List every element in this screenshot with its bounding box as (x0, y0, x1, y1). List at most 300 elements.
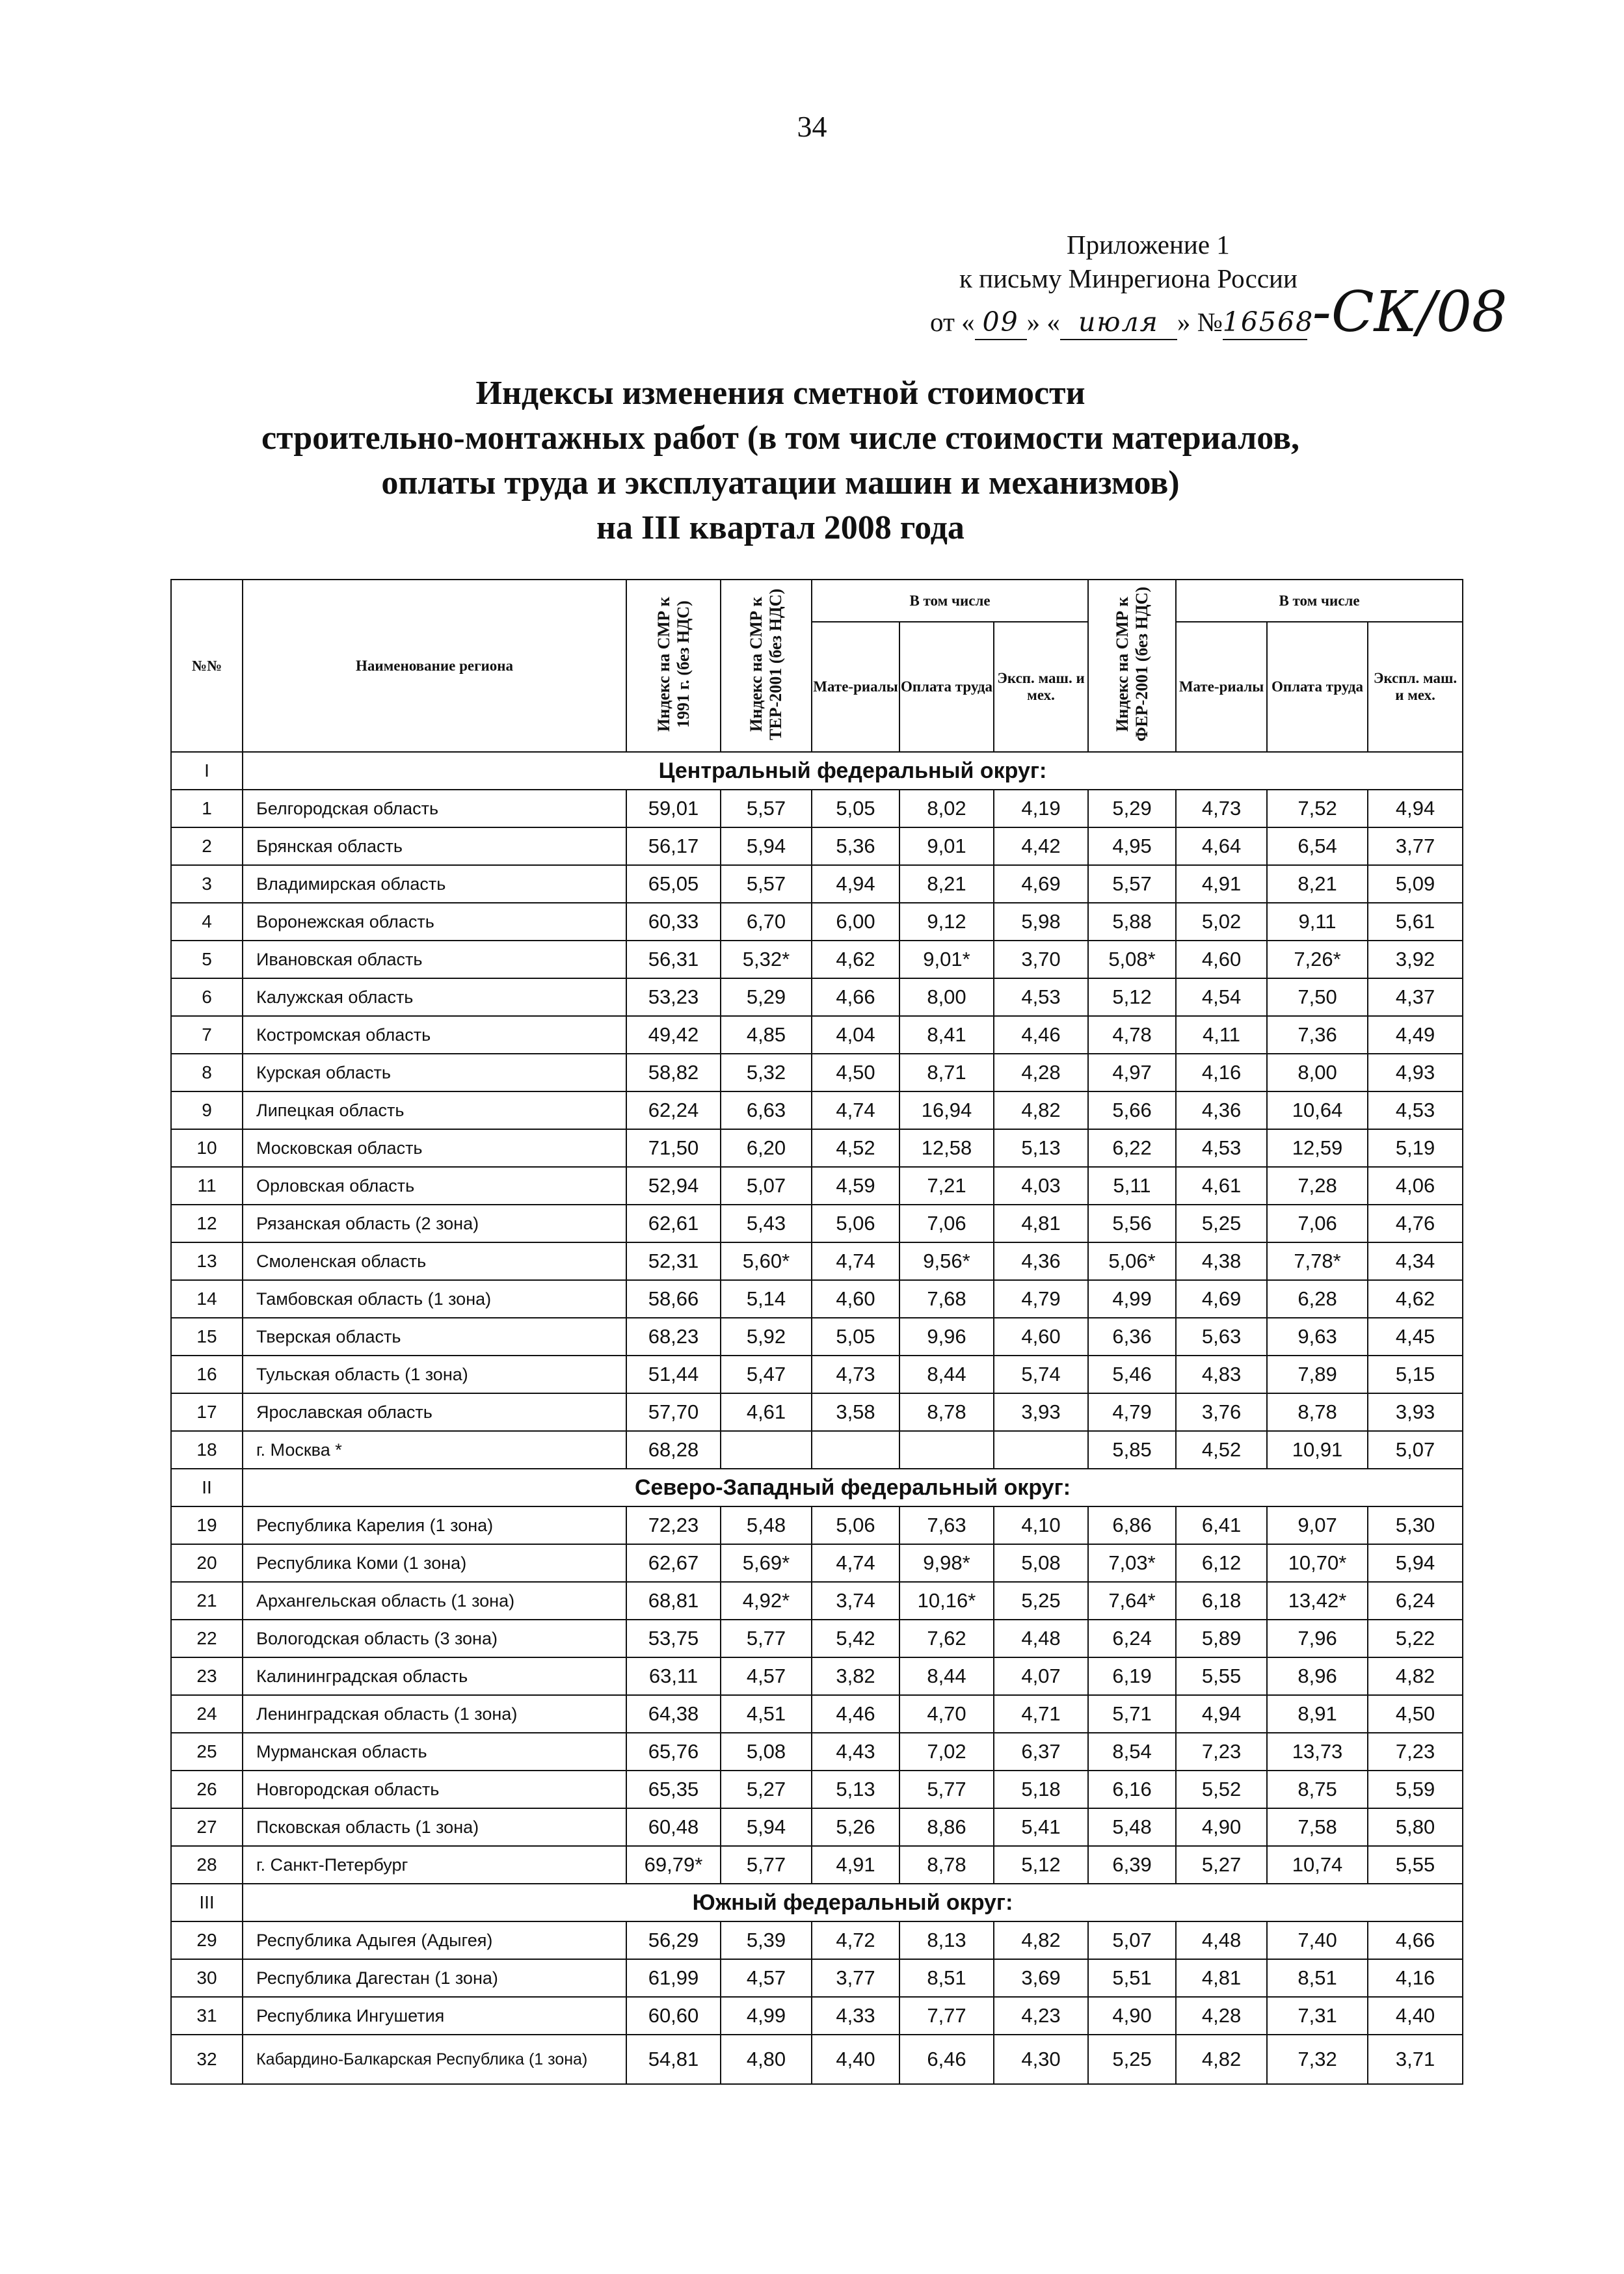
value-cell: 72,23 (626, 1506, 721, 1544)
value-cell: 56,17 (626, 827, 721, 865)
value-cell: 4,97 (1088, 1054, 1176, 1091)
index-table (170, 579, 1463, 2085)
value-cell: 4,94 (1176, 1695, 1267, 1733)
value-cell: 5,94 (721, 827, 812, 865)
value-cell: 4,74 (812, 1242, 899, 1280)
table-row (171, 1167, 1463, 1205)
header-including-2: В том числе (1176, 580, 1463, 622)
value-cell: 4,51 (721, 1695, 812, 1733)
value-cell: 4,74 (812, 1091, 899, 1129)
value-cell: 10,91 (1267, 1431, 1368, 1469)
table-row (171, 1356, 1463, 1393)
region-name: Ивановская область (243, 941, 626, 978)
value-cell: 5,27 (1176, 1846, 1267, 1884)
value-cell: 52,94 (626, 1167, 721, 1205)
value-cell: 7,28 (1267, 1167, 1368, 1205)
region-name: Вологодская область (3 зона) (243, 1620, 626, 1657)
row-number: 13 (171, 1242, 243, 1280)
table-row (171, 1620, 1463, 1657)
district-title: Южный федеральный округ: (243, 1884, 1463, 1921)
value-cell: 4,50 (1368, 1695, 1463, 1733)
appendix-line-3 (780, 280, 1508, 345)
row-number: 4 (171, 903, 243, 941)
region-name: Республика Карелия (1 зона) (243, 1506, 626, 1544)
value-cell: 6,12 (1176, 1544, 1267, 1582)
region-name: Кабардино-Балкарская Республика (1 зона) (243, 2035, 626, 2084)
value-cell: 7,32 (1267, 2035, 1368, 2084)
handwritten-suffix: -СК/08 (1312, 280, 1508, 345)
district-row (171, 1469, 1463, 1506)
value-cell: 61,99 (626, 1959, 721, 1997)
value-cell: 5,57 (721, 865, 812, 903)
value-cell: 5,13 (812, 1771, 899, 1808)
value-cell: 8,44 (899, 1657, 994, 1695)
value-cell: 5,09 (1368, 865, 1463, 903)
region-name: Республика Коми (1 зона) (243, 1544, 626, 1582)
value-cell: 4,60 (812, 1280, 899, 1318)
value-cell: 5,42 (812, 1620, 899, 1657)
value-cell: 6,86 (1088, 1506, 1176, 1544)
value-cell: 7,62 (899, 1620, 994, 1657)
region-name: Липецкая область (243, 1091, 626, 1129)
value-cell (721, 1431, 812, 1469)
value-cell: 5,08* (1088, 941, 1176, 978)
value-cell: 3,82 (812, 1657, 899, 1695)
value-cell: 6,19 (1088, 1657, 1176, 1695)
row-number: 2 (171, 827, 243, 865)
value-cell: 59,01 (626, 790, 721, 827)
row-number: 3 (171, 865, 243, 903)
value-cell: 8,54 (1088, 1733, 1176, 1771)
value-cell: 4,79 (1088, 1393, 1176, 1431)
header-index-fer (1088, 580, 1176, 752)
value-cell: 7,52 (1267, 790, 1368, 827)
row-number: 27 (171, 1808, 243, 1846)
value-cell: 4,49 (1368, 1016, 1463, 1054)
value-cell: 5,27 (721, 1771, 812, 1808)
value-cell: 5,98 (994, 903, 1088, 941)
row-number: 32 (171, 2035, 243, 2084)
value-cell: 4,42 (994, 827, 1088, 865)
value-cell: 4,93 (1368, 1054, 1463, 1091)
value-cell: 3,74 (812, 1582, 899, 1620)
value-cell: 6,24 (1088, 1620, 1176, 1657)
value-cell: 16,94 (899, 1091, 994, 1129)
value-cell: 5,02 (1176, 903, 1267, 941)
table-row (171, 1393, 1463, 1431)
value-cell: 6,41 (1176, 1506, 1267, 1544)
value-cell: 9,12 (899, 903, 994, 941)
value-cell: 5,05 (812, 1318, 899, 1356)
value-cell: 8,75 (1267, 1771, 1368, 1808)
region-name: Курская область (243, 1054, 626, 1091)
value-cell: 60,60 (626, 1997, 721, 2035)
row-number: 18 (171, 1431, 243, 1469)
row-number: 24 (171, 1695, 243, 1733)
value-cell: 4,91 (812, 1846, 899, 1884)
table-row (171, 1846, 1463, 1884)
value-cell: 8,51 (1267, 1959, 1368, 1997)
value-cell: 5,55 (1368, 1846, 1463, 1884)
value-cell: 4,78 (1088, 1016, 1176, 1054)
table-row (171, 903, 1463, 941)
value-cell: 10,64 (1267, 1091, 1368, 1129)
value-cell: 6,18 (1176, 1582, 1267, 1620)
value-cell: 51,44 (626, 1356, 721, 1393)
value-cell: 5,06* (1088, 1242, 1176, 1280)
region-name: Тульская область (1 зона) (243, 1356, 626, 1393)
value-cell: 13,42* (1267, 1582, 1368, 1620)
value-cell: 8,13 (899, 1921, 994, 1959)
value-cell: 4,45 (1368, 1318, 1463, 1356)
row-number: 5 (171, 941, 243, 978)
table-row (171, 1016, 1463, 1054)
value-cell: 4,52 (1176, 1431, 1267, 1469)
value-cell: 4,85 (721, 1016, 812, 1054)
value-cell: 5,11 (1088, 1167, 1176, 1205)
value-cell: 7,21 (899, 1167, 994, 1205)
value-cell: 5,85 (1088, 1431, 1176, 1469)
table-row (171, 1997, 1463, 2035)
value-cell: 58,82 (626, 1054, 721, 1091)
value-cell: 5,18 (994, 1771, 1088, 1808)
value-cell: 68,23 (626, 1318, 721, 1356)
region-name: Тверская область (243, 1318, 626, 1356)
value-cell: 7,68 (899, 1280, 994, 1318)
value-cell: 5,48 (721, 1506, 812, 1544)
value-cell: 9,01* (899, 941, 994, 978)
value-cell: 4,92* (721, 1582, 812, 1620)
value-cell: 57,70 (626, 1393, 721, 1431)
value-cell: 3,92 (1368, 941, 1463, 978)
value-cell: 5,25 (1088, 2035, 1176, 2084)
table-row (171, 827, 1463, 865)
mid-quote: » « (1026, 307, 1060, 337)
value-cell: 5,06 (812, 1205, 899, 1242)
value-cell: 5,07 (721, 1167, 812, 1205)
value-cell: 7,89 (1267, 1356, 1368, 1393)
header-index-fer-text: Индекс на СМР к ФЕР-2001 (без НДС) (1112, 586, 1151, 742)
value-cell: 56,31 (626, 941, 721, 978)
value-cell: 5,07 (1368, 1431, 1463, 1469)
value-cell: 3,93 (994, 1393, 1088, 1431)
value-cell: 8,21 (1267, 865, 1368, 903)
value-cell: 9,56* (899, 1242, 994, 1280)
value-cell: 4,36 (1176, 1091, 1267, 1129)
table-row (171, 1771, 1463, 1808)
table-body (171, 752, 1463, 2084)
value-cell: 5,26 (812, 1808, 899, 1846)
value-cell: 4,48 (994, 1620, 1088, 1657)
value-cell: 3,77 (812, 1959, 899, 1997)
value-cell: 5,36 (812, 827, 899, 865)
value-cell: 7,96 (1267, 1620, 1368, 1657)
value-cell: 6,36 (1088, 1318, 1176, 1356)
value-cell: 4,38 (1176, 1242, 1267, 1280)
row-number: 14 (171, 1280, 243, 1318)
value-cell: 12,59 (1267, 1129, 1368, 1167)
district-number: II (171, 1469, 243, 1506)
value-cell: 65,05 (626, 865, 721, 903)
value-cell: 7,40 (1267, 1921, 1368, 1959)
value-cell: 4,16 (1368, 1959, 1463, 1997)
value-cell: 6,37 (994, 1733, 1088, 1771)
value-cell: 8,96 (1267, 1657, 1368, 1695)
value-cell (994, 1431, 1088, 1469)
value-cell: 4,57 (721, 1959, 812, 1997)
table-row (171, 2035, 1463, 2084)
value-cell: 4,37 (1368, 978, 1463, 1016)
title-line-3: оплаты труда и эксплуатации машин и механизмов) (381, 464, 1180, 502)
value-cell: 4,82 (994, 1921, 1088, 1959)
value-cell: 4,40 (812, 2035, 899, 2084)
value-cell: 10,16* (899, 1582, 994, 1620)
value-cell: 4,53 (1176, 1129, 1267, 1167)
value-cell: 8,00 (899, 978, 994, 1016)
district-row (171, 1884, 1463, 1921)
value-cell: 4,99 (721, 1997, 812, 2035)
value-cell: 5,71 (1088, 1695, 1176, 1733)
value-cell: 4,62 (812, 941, 899, 978)
value-cell: 4,28 (994, 1054, 1088, 1091)
value-cell: 5,05 (812, 790, 899, 827)
value-cell: 4,19 (994, 790, 1088, 827)
value-cell: 63,11 (626, 1657, 721, 1695)
region-name: Смоленская область (243, 1242, 626, 1280)
value-cell: 4,43 (812, 1733, 899, 1771)
district-number: III (171, 1884, 243, 1921)
page-number: 34 (797, 110, 827, 143)
header-index-ter-text: Индекс на СМР к ТЕР-2001 (без НДС) (747, 587, 785, 740)
region-name: Владимирская область (243, 865, 626, 903)
value-cell: 5,46 (1088, 1356, 1176, 1393)
value-cell: 4,60 (1176, 941, 1267, 978)
value-cell (812, 1431, 899, 1469)
header-including-1: В том числе (812, 580, 1088, 622)
row-number: 21 (171, 1582, 243, 1620)
district-title: Центральный федеральный округ: (243, 752, 1463, 790)
value-cell: 5,94 (721, 1808, 812, 1846)
value-cell: 10,74 (1267, 1846, 1368, 1884)
value-cell: 5,29 (1088, 790, 1176, 827)
value-cell: 8,21 (899, 865, 994, 903)
value-cell: 5,60* (721, 1242, 812, 1280)
handwritten-day: 09 (975, 305, 1027, 340)
row-number: 31 (171, 1997, 243, 2035)
value-cell: 4,03 (994, 1167, 1088, 1205)
value-cell: 13,73 (1267, 1733, 1368, 1771)
value-cell: 5,74 (994, 1356, 1088, 1393)
value-cell: 68,81 (626, 1582, 721, 1620)
value-cell: 58,66 (626, 1280, 721, 1318)
value-cell: 69,79* (626, 1846, 721, 1884)
value-cell: 4,66 (1368, 1921, 1463, 1959)
value-cell: 53,23 (626, 978, 721, 1016)
value-cell: 3,76 (1176, 1393, 1267, 1431)
region-name: Воронежская область (243, 903, 626, 941)
value-cell: 5,41 (994, 1808, 1088, 1846)
value-cell: 4,61 (1176, 1167, 1267, 1205)
value-cell: 8,51 (899, 1959, 994, 1997)
value-cell: 7,63 (899, 1506, 994, 1544)
table-row (171, 1921, 1463, 1959)
region-name: Калининградская область (243, 1657, 626, 1695)
value-cell: 4,94 (812, 865, 899, 903)
value-cell: 4,74 (812, 1544, 899, 1582)
table-row (171, 1431, 1463, 1469)
value-cell: 4,82 (1176, 2035, 1267, 2084)
value-cell: 4,80 (721, 2035, 812, 2084)
value-cell: 6,70 (721, 903, 812, 941)
region-name: Орловская область (243, 1167, 626, 1205)
value-cell: 7,31 (1267, 1997, 1368, 2035)
header-labor-2: Оплата труда (1267, 622, 1368, 752)
value-cell: 60,33 (626, 903, 721, 941)
handwritten-number: 16568 (1223, 305, 1307, 340)
value-cell: 5,63 (1176, 1318, 1267, 1356)
value-cell: 7,06 (899, 1205, 994, 1242)
value-cell: 8,78 (899, 1393, 994, 1431)
value-cell: 62,61 (626, 1205, 721, 1242)
value-cell: 5,59 (1368, 1771, 1463, 1808)
appendix-line-1: Приложение 1 (1067, 230, 1230, 260)
region-name: Московская область (243, 1129, 626, 1167)
appendix-line-2: к письму Минрегиона России (959, 263, 1298, 293)
value-cell: 4,76 (1368, 1205, 1463, 1242)
header-materials-1: Мате-риалы (812, 622, 899, 752)
row-number: 17 (171, 1393, 243, 1431)
value-cell: 9,63 (1267, 1318, 1368, 1356)
value-cell: 4,11 (1176, 1016, 1267, 1054)
value-cell: 68,28 (626, 1431, 721, 1469)
table-row (171, 1733, 1463, 1771)
value-cell: 6,28 (1267, 1280, 1368, 1318)
value-cell: 5,25 (1176, 1205, 1267, 1242)
value-cell: 7,78* (1267, 1242, 1368, 1280)
value-cell: 56,29 (626, 1921, 721, 1959)
value-cell: 4,59 (812, 1167, 899, 1205)
header-labor-1: Оплата труда (899, 622, 994, 752)
value-cell: 5,32* (721, 941, 812, 978)
region-name: г. Санкт-Петербург (243, 1846, 626, 1884)
value-cell: 6,63 (721, 1091, 812, 1129)
value-cell: 71,50 (626, 1129, 721, 1167)
region-name: Рязанская область (2 зона) (243, 1205, 626, 1242)
region-name: Ленинградская область (1 зона) (243, 1695, 626, 1733)
value-cell: 8,78 (1267, 1393, 1368, 1431)
table-row (171, 1091, 1463, 1129)
value-cell: 4,72 (812, 1921, 899, 1959)
row-number: 1 (171, 790, 243, 827)
value-cell: 5,08 (994, 1544, 1088, 1582)
value-cell: 5,12 (1088, 978, 1176, 1016)
table-row (171, 1582, 1463, 1620)
value-cell: 4,82 (994, 1091, 1088, 1129)
value-cell: 5,32 (721, 1054, 812, 1091)
value-cell: 62,67 (626, 1544, 721, 1582)
table-row (171, 1129, 1463, 1167)
value-cell: 7,02 (899, 1733, 994, 1771)
value-cell: 4,64 (1176, 827, 1267, 865)
table-row (171, 1959, 1463, 1997)
value-cell: 9,96 (899, 1318, 994, 1356)
header-index-ter (721, 580, 812, 752)
value-cell: 65,76 (626, 1733, 721, 1771)
header-region: Наименование региона (243, 580, 626, 752)
row-number: 19 (171, 1506, 243, 1544)
value-cell: 4,36 (994, 1242, 1088, 1280)
table-row (171, 1808, 1463, 1846)
value-cell: 8,02 (899, 790, 994, 827)
value-cell: 3,71 (1368, 2035, 1463, 2084)
region-name: Тамбовская область (1 зона) (243, 1280, 626, 1318)
value-cell: 4,48 (1176, 1921, 1267, 1959)
header-machines-2: Экспл. маш. и мех. (1368, 622, 1463, 752)
value-cell: 5,15 (1368, 1356, 1463, 1393)
region-name: Брянская область (243, 827, 626, 865)
value-cell: 4,07 (994, 1657, 1088, 1695)
value-cell: 4,30 (994, 2035, 1088, 2084)
value-cell: 6,00 (812, 903, 899, 941)
value-cell: 4,46 (812, 1695, 899, 1733)
value-cell: 49,42 (626, 1016, 721, 1054)
region-name: Мурманская область (243, 1733, 626, 1771)
table-row (171, 978, 1463, 1016)
value-cell: 7,36 (1267, 1016, 1368, 1054)
title-line-2: строительно-монтажных работ (в том числе стоимости материалов, (261, 420, 1300, 457)
value-cell: 5,22 (1368, 1620, 1463, 1657)
value-cell: 5,30 (1368, 1506, 1463, 1544)
value-cell: 4,52 (812, 1129, 899, 1167)
value-cell: 6,54 (1267, 827, 1368, 865)
region-name: Архангельская область (1 зона) (243, 1582, 626, 1620)
header-materials-2: Мате-риалы (1176, 622, 1267, 752)
value-cell: 9,07 (1267, 1506, 1368, 1544)
value-cell: 5,77 (721, 1620, 812, 1657)
district-title: Северо-Западный федеральный округ: (243, 1469, 1463, 1506)
value-cell: 4,61 (721, 1393, 812, 1431)
value-cell: 4,23 (994, 1997, 1088, 2035)
value-cell: 4,69 (994, 865, 1088, 903)
value-cell: 7,58 (1267, 1808, 1368, 1846)
value-cell: 4,90 (1176, 1808, 1267, 1846)
value-cell: 65,35 (626, 1771, 721, 1808)
value-cell: 4,53 (1368, 1091, 1463, 1129)
value-cell: 6,22 (1088, 1129, 1176, 1167)
header-machines-1: Эксп. маш. и мех. (994, 622, 1088, 752)
value-cell: 3,77 (1368, 827, 1463, 865)
value-cell: 5,25 (994, 1582, 1088, 1620)
region-name: Калужская область (243, 978, 626, 1016)
value-cell: 5,29 (721, 978, 812, 1016)
value-cell: 4,69 (1176, 1280, 1267, 1318)
value-cell: 4,33 (812, 1997, 899, 2035)
value-cell: 4,83 (1176, 1356, 1267, 1393)
value-cell: 5,48 (1088, 1808, 1176, 1846)
value-cell: 5,69* (721, 1544, 812, 1582)
value-cell: 64,38 (626, 1695, 721, 1733)
table-row (171, 1280, 1463, 1318)
value-cell: 7,06 (1267, 1205, 1368, 1242)
value-cell: 7,64* (1088, 1582, 1176, 1620)
region-name: Псковская область (1 зона) (243, 1808, 626, 1846)
value-cell: 62,24 (626, 1091, 721, 1129)
value-cell: 4,40 (1368, 1997, 1463, 2035)
region-name: Республика Ингушетия (243, 1997, 626, 2035)
row-number: 8 (171, 1054, 243, 1091)
title-line-1: Индексы изменения сметной стоимости (475, 375, 1085, 412)
value-cell: 4,71 (994, 1695, 1088, 1733)
